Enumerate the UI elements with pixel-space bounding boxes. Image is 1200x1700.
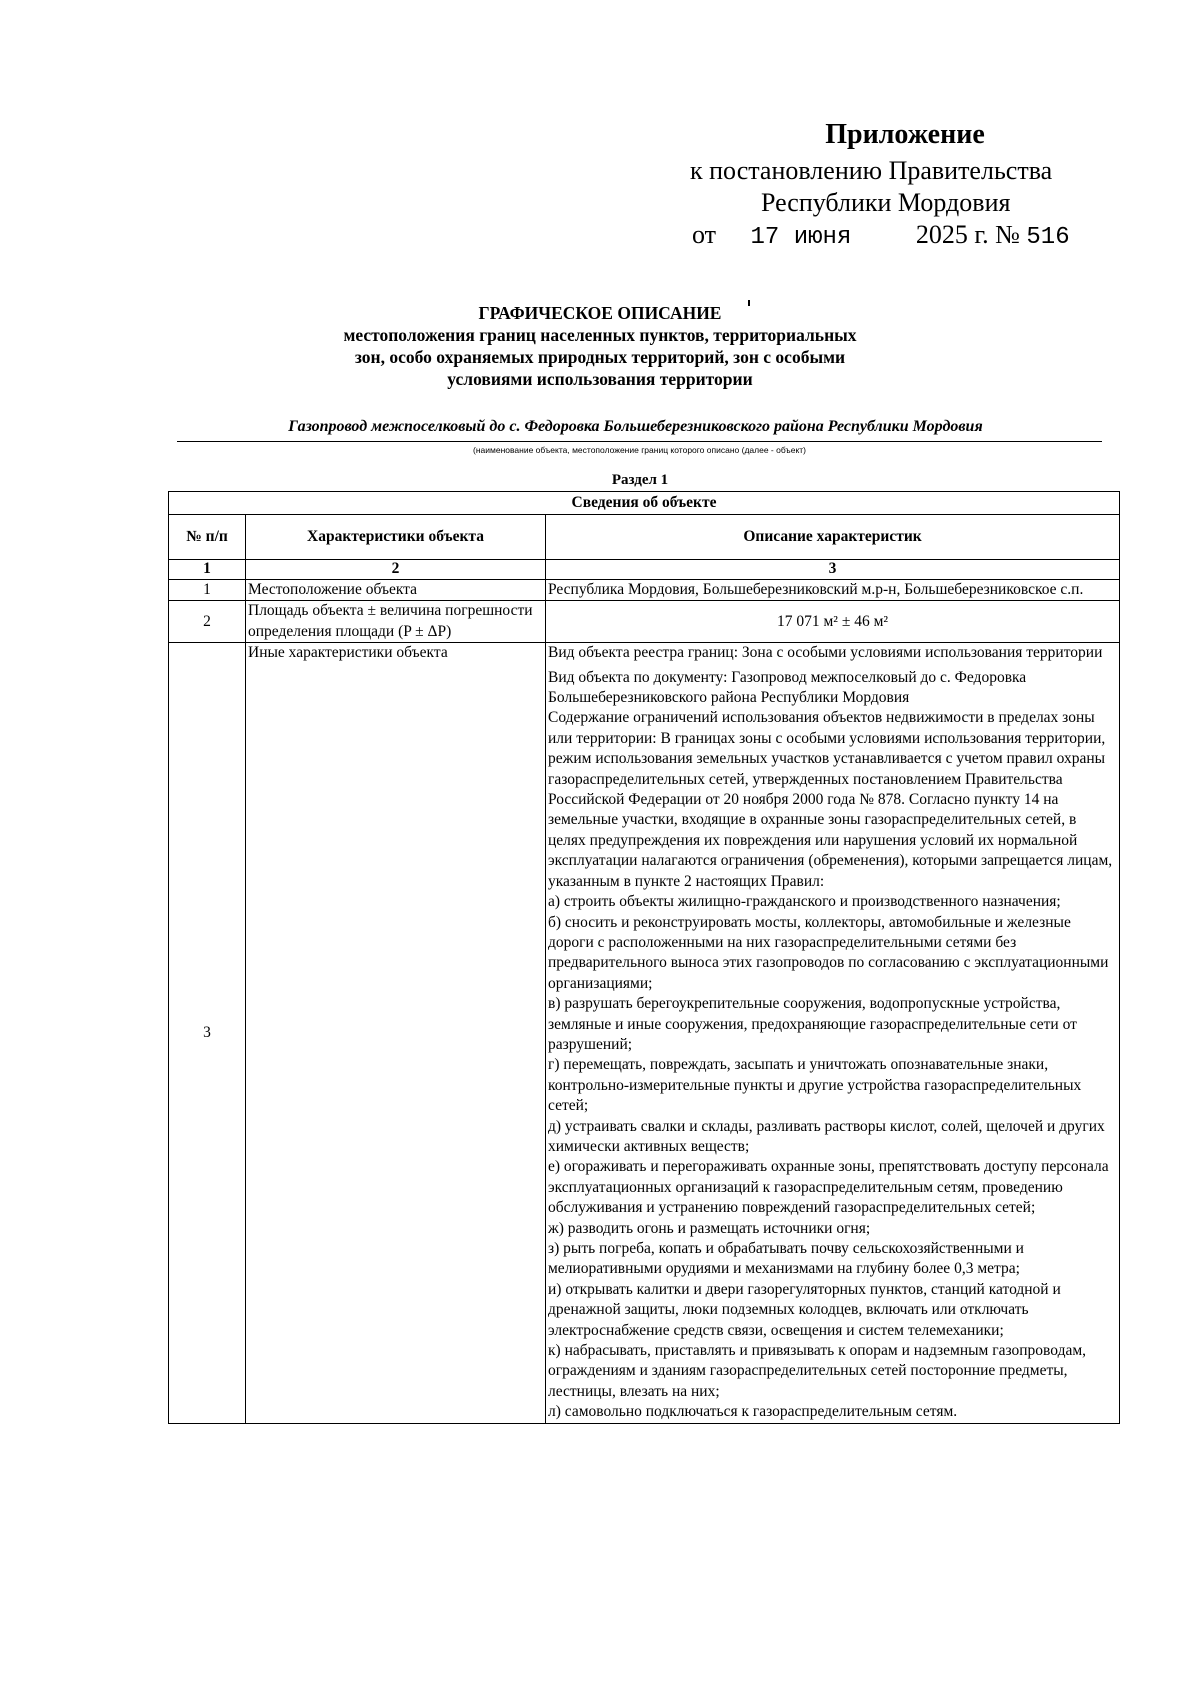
appendix-line-2: Республики Мордовия xyxy=(761,188,1011,217)
row-number: 2 xyxy=(169,601,246,643)
table-row xyxy=(169,601,1120,643)
appendix-from-word: от xyxy=(692,220,717,249)
row-characteristic: Иные характеристики объекта xyxy=(246,643,546,1423)
appendix-line-1: к постановлению Правительства xyxy=(690,156,1053,185)
column-number-row xyxy=(169,560,1120,580)
restriction-item: в) разрушать берегоукрепительные сооружения, водопропускные устройства, земляные и иные сооружения, предохраняющие газораспределительные сети от разрушений; xyxy=(548,995,1077,1053)
column-number: 2 xyxy=(246,560,546,580)
table-row xyxy=(169,643,1120,1423)
restriction-item: ж) разводить огонь и размещать источники огня; xyxy=(548,1219,871,1237)
column-number: 3 xyxy=(546,560,1120,580)
restriction-item: л) самовольно подключаться к газораспределительным сетям. xyxy=(548,1403,958,1421)
restriction-item: з) рыть погреба, копать и обрабатывать почву сельскохозяйственными и мелиоративными орудиями и механизмами на глубину более 0,3 метра; xyxy=(548,1240,1024,1278)
appendix-title: Приложение xyxy=(825,119,985,150)
restriction-item: г) перемещать, повреждать, засыпать и уничтожать опознавательные знаки, контрольно-измерительные пункты и другие устройства газораспределительных сетей; xyxy=(548,1056,1082,1115)
header-characteristic: Характеристики объекта xyxy=(246,515,546,560)
header-number: № п/п xyxy=(169,515,246,560)
restriction-item: д) устраивать свалки и склады, разливать растворы кислот, солей, щелочей и других химически активных веществ; xyxy=(548,1117,1105,1155)
table-caption-row xyxy=(169,492,1120,515)
heading-line-1: местоположения границ населенных пунктов, территориальных xyxy=(343,325,857,345)
row-description: Республика Мордовия, Большеберезниковский м.р-н, Большеберезниковское с.п. xyxy=(546,580,1120,601)
object-caption: (наименование объекта, местоположение границ которого описано (далее - объект) xyxy=(473,445,806,455)
heading-title: ГРАФИЧЕСКОЕ ОПИСАНИЕ xyxy=(478,303,722,323)
appendix-block xyxy=(690,118,1120,251)
row-description xyxy=(546,643,1120,1423)
table-header-row xyxy=(169,515,1120,560)
row-characteristic: Площадь объекта ± величина погрешности определения площади (P ± ΔP) xyxy=(246,601,546,643)
section-label: Раздел 1 xyxy=(611,472,669,488)
appendix-date-line xyxy=(692,220,1070,251)
row-number: 1 xyxy=(169,580,246,601)
appendix-year: 2025 г. № xyxy=(915,220,1020,249)
column-number: 1 xyxy=(169,560,246,580)
appendix-date: 17 июня xyxy=(750,224,852,251)
heading-line-3: условиями использования территории xyxy=(447,369,753,389)
restriction-item: а) строить объекты жилищно-гражданского и производственного назначения; xyxy=(548,893,1061,911)
object-name: Газопровод межпоселковый до с. Федоровка Большеберезниковского района Республики Мордовия xyxy=(288,418,983,435)
description-paragraph: Вид объекта реестра границ: Зона с особыми условиями использования территории xyxy=(548,644,1103,662)
restriction-item: е) огораживать и перегораживать охранные зоны, препятствовать доступу персонала эксплуатационных организаций к газораспределительным сетям, проведению обслуживания и устранению повреждений газораспределительных сетей; xyxy=(548,1158,1109,1217)
document-heading xyxy=(300,302,900,390)
object-name-underline xyxy=(177,441,1102,442)
object-info-table xyxy=(168,491,1120,1424)
description-paragraph: Вид объекта по документу: Газопровод межпоселковый до с. Федоровка Большеберезниковского района Республики Мордовия xyxy=(548,668,1027,707)
restriction-item: к) набрасывать, приставлять и привязывать к опорам и надземным газопроводам, ограждениям и зданиям газораспределительных сетей посторонние предметы, лестницы, влезать на них; xyxy=(548,1342,1087,1400)
table-caption: Сведения об объекте xyxy=(169,492,1120,515)
row-number: 3 xyxy=(169,643,246,1423)
heading-line-2: зон, особо охраняемых природных территорий, зон с особыми xyxy=(354,347,846,367)
row-description: 17 071 м² ± 46 м² xyxy=(546,601,1120,643)
appendix-number: 516 xyxy=(1026,224,1070,251)
row-characteristic: Местоположение объекта xyxy=(246,580,546,601)
restriction-item: и) открывать калитки и двери газорегуляторных пунктов, станций катодной и дренажной защиты, люки подземных колодцев, включать или отключать электроснабжение средств связи, освещения и систем телемеханики; xyxy=(548,1280,1061,1339)
table-row xyxy=(169,580,1120,601)
header-description: Описание характеристик xyxy=(546,515,1120,560)
description-paragraph: Содержание ограничений использования объектов недвижимости в пределах зоны или территории: В границах зоны с особыми условиями использования территории, режим использования земельных участков устанавливается с учетом правил охраны газораспределительных сетей, утвержденных постановлением Правительства Российской Федерации от 20 ноября 2000 года № 878. Согласно пункту 14 на земельные участки, входящие в охранные зоны газораспределительных сетей, в целях предупреждения их повреждения или нарушения условий их нормальной эксплуатации налагаются ограничения (обременения), которыми запрещается лицам, указанным в пункте 2 настоящих Правил: xyxy=(548,709,1113,890)
restriction-item: б) сносить и реконструировать мосты, коллекторы, автомобильные и железные дороги с расположенными на них газораспределительными сетями без предварительного выноса этих газопроводов по согласованию с эксплуатационными организациями; xyxy=(548,913,1109,992)
